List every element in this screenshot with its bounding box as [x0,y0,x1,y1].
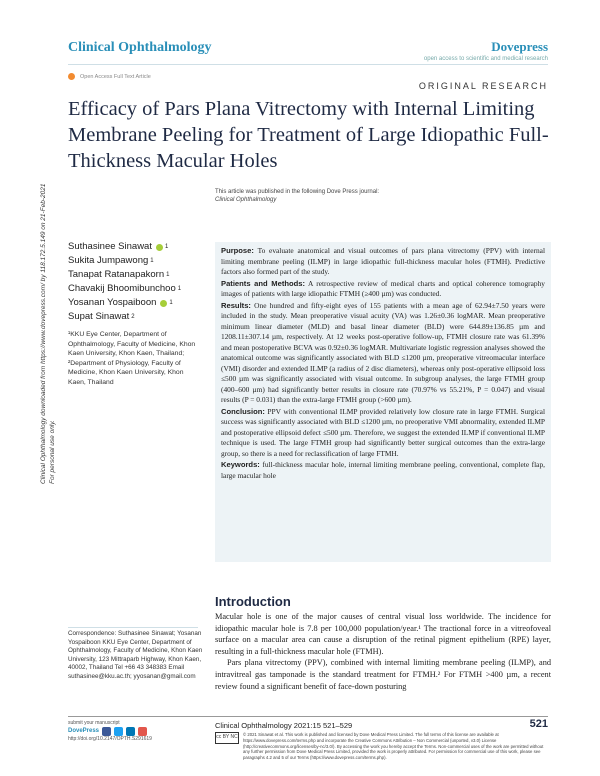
header-divider [68,64,548,65]
open-access-icon [68,73,75,80]
citation: Clinical Ophthalmology 2021:15 521–529 [215,721,353,730]
author: Yosanan Yospaiboon 1 [68,297,173,308]
dovepress-link[interactable]: DovePress [68,728,100,734]
share-icon[interactable] [138,727,147,736]
license-text: © 2021 Sinawat et al. This work is published and licensed by Dove Medical Press Limited. The full terms of this license are available at https://www.dovepress.com/terms.php and incorporate the Creative Commons Attribution – Non Commercial (unported, v3.0) License (http://creativecommons.org/licenses/by-nc/3.0/). By accessing the work you hereby accept the Terms. Non-commercial uses of the work are permitted without any further permission from Dove Medical Press Limited, provided the work is properly attributed. For permission for commercial use of this work, please see paragraphs 4.2 and 5 of our Terms (https://www.dovepress.com/terms.php). [243,732,544,761]
journal-name[interactable]: Clinical Ophthalmology [68,40,212,55]
submit-link[interactable]: submit your manuscript [68,720,120,726]
keywords-text: full-thickness macular hole, internal limiting membrane peeling, conventional, complete flap, large macular hole [221,460,545,480]
orcid-icon[interactable] [160,300,167,307]
abstract-box [215,242,551,562]
footer-divider [68,716,548,717]
footer-left [68,720,152,743]
page-number: 521 [529,718,548,730]
publisher-name: Dovepress [491,39,548,54]
introduction-heading: Introduction [215,594,291,609]
correspondence: Correspondence: Suthasinee Sinawat; Yosanan Yospaiboon KKU Eye Center, Department of Ophthalmology, Faculty of Medicine, Khon Kaen University, 123 Mittraparb Highway, Khon Kaen, 40002, Thailand Tel +66 43 348383 Email suthasinee@kku.ac.th; yyosanan@gmail.com [68,630,203,680]
author: Sukita Jumpawong 1 [68,255,154,266]
doi-link[interactable]: http://doi.org/10.2147/OPTH.S291619 [68,736,152,742]
cc-license-icon[interactable]: cc BY NC [215,732,239,744]
license-block [215,732,551,761]
purpose-text: To evaluate anatomical and visual outcomes of pars plana vitrectomy (PPV) with internal limiting membrane peeling (ILMP) in large idiopathic full-thickness macular holes (FTMH). Predictive factors also formed part of the study. [221,246,545,276]
author: Supat Sinawat 2 [68,311,135,322]
introduction-body [215,611,551,692]
article-type: ORIGINAL RESEARCH [418,81,548,91]
paragraph: Pars plana vitrectomy (PPV), combined with internal limiting membrane peeling (ILMP), and intravitreal gas tamponade is the standard treatment for FTMH.² For FTMH >400 µm, a recent review found a significant benefit of face-down posturing [215,658,551,691]
keywords-label: Keywords: [221,460,260,469]
open-access-label: Open Access Full Text Article [68,73,151,80]
social-links [68,727,152,736]
results-label: Results: [221,300,251,310]
author: Tanapat Ratanapakorn 1 [68,269,170,280]
author-list [68,240,181,324]
conclusion-text: PPV with conventional ILMP provided relatively low closure rate in large FTMH. Surgical success was significantly associated with BLD ≤1200 µm, no preoperative VMI abnormality, extended ILMP and postoperative ellipsoid defect ≤500 µm. Therefore, we suggest the extended ILMP if conventional ILMP technique is used. The large FTMH group had significantly better surgical outcomes than the extra-large group, so there is a need for reclassification of large FTMH. [221,406,545,458]
linkedin-icon[interactable] [126,727,135,736]
publication-note: This article was published in the following Dove Press journal: Clinical Ophthalmology [215,189,380,203]
conclusion-label: Conclusion: [221,406,265,416]
article-title: Efficacy of Pars Plana Vitrectomy with Internal Limiting Membrane Peeling for Treatment of Large Idiopathic Full-Thickness Macular Holes [68,98,549,172]
purpose-label: Purpose: [221,246,254,255]
orcid-icon[interactable] [156,244,163,251]
methods-label: Patients and Methods: [221,278,306,288]
publisher-tagline: open access to scientific and medical research [423,56,548,62]
author: Chavakij Bhoomibunchoo 1 [68,283,182,294]
twitter-icon[interactable] [114,727,123,736]
paragraph: Macular hole is one of the major causes of central visual loss worldwide. The incidence for idiopathic macular hole is 7.8 per 100,000 population/year.¹ The tractional force in a vitreofoveal surface on a macular area can cause a disruption of the retinal pigment epithelium (RPE) layer, resulting in a full-thickness macular hole (FTMH). [215,612,551,656]
methods-text: A retrospective review of medical charts and optical coherence tomography images of patients with large idiopathic FTMH (≥400 µm) was conducted. [221,278,545,298]
correspondence-divider [68,627,198,628]
publisher-logo[interactable] [424,39,548,62]
affiliations: ¹KKU Eye Center, Department of Ophthalmology, Faculty of Medicine, Khon Kaen University, Khon Kaen, Thailand; ²Department of Physiology, Faculty of Medicine, Khon Kaen University, Khon Kaen, Thailand [68,331,196,386]
results-text: One hundred and fifty-eight eyes of 155 patients with a mean age of 62.94±7.50 years were included in the study. Mean preoperative visual acuity (VA) was 1.26±0.36 logMAR. Mean preoperative minimum linear diameter (MLD) and basal linear diameter (BLD) were 644.89±136.85 µm and 1208.11±307.14 µm, respectively. At 12 weeks post-operative follow-up, FTMH closure rate was 61.39% and mean postoperative BCVA was 0.92±0.36 logMAR. Multivariate logistic regression analyses showed the anatomical outcome was significantly associated with BLD ≤1200 µm, preoperative vitreomacular interface (VMI) disorder and extended ILMP (a radius of 2 disc diameters), whereas only post-operative ellipsoid loss ≤500 µm was significantly associated with visual outcome. In subgroup analyses, the large FTMH group (400–600 µm) had significantly better results in closure rate (70.97% vs 55.21%, P = 0.047) and visual results (P = 0.031) than the extra-large FTMH group (>600 µm). [221,300,545,404]
publication-note-journal: Clinical Ophthalmology [215,197,277,203]
facebook-icon[interactable] [102,727,111,736]
author: Suthasinee Sinawat 1 [68,241,169,252]
